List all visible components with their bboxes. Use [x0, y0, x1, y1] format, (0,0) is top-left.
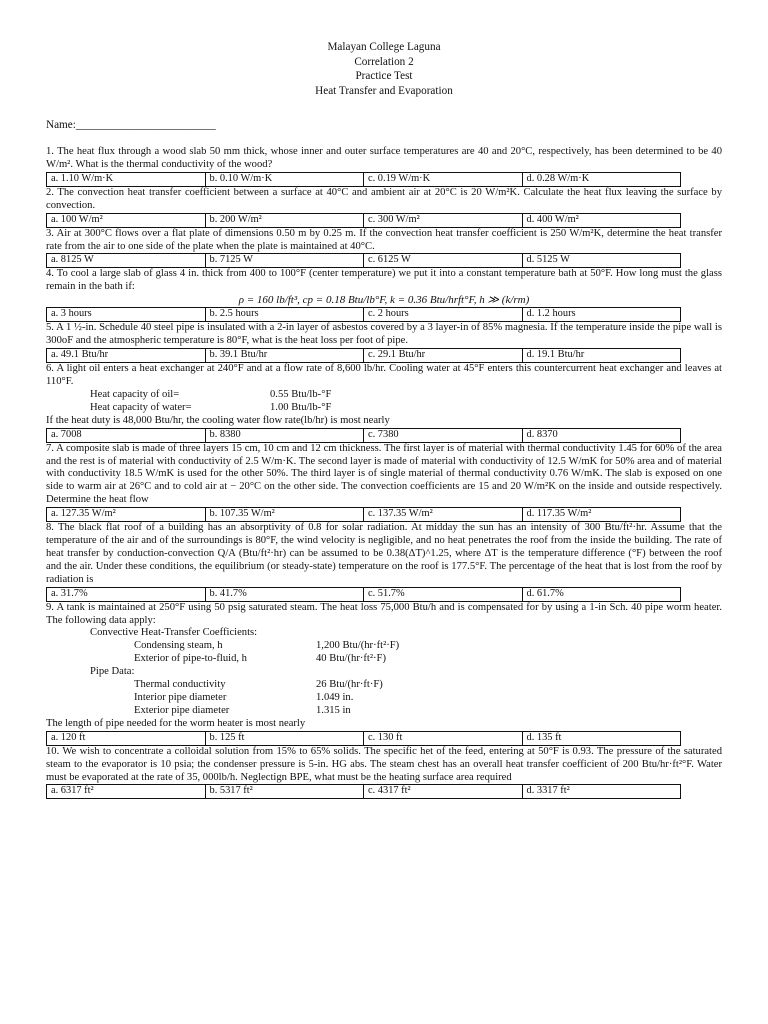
pipe-data-row [46, 705, 722, 718]
exam-subject: Heat Transfer and Evaporation [315, 84, 453, 97]
data-value: 40 Btu/(hr·ft²·F) [316, 653, 386, 665]
option-c[interactable]: c. 0.19 W/m·K [363, 173, 522, 186]
option-a[interactable]: a. 1.10 W/m·K [51, 172, 114, 184]
option-a[interactable]: a. 120 ft [51, 731, 86, 743]
coefficient-row [46, 640, 722, 653]
option-d[interactable]: d. 61.7% [522, 588, 681, 601]
option-c[interactable]: c. 300 W/m² [363, 214, 522, 227]
option-d[interactable]: d. 117.35 W/m² [522, 508, 681, 521]
option-c[interactable]: c. 6125 W [363, 254, 522, 267]
option-a[interactable]: a. 127.35 W/m² [51, 508, 116, 520]
option-b[interactable]: b. 125 ft [205, 732, 364, 745]
question-5-text: 5. A 1 ½-in. Schedule 40 steel pipe is insulated with a 2-in layer of asbestos covered by a 3 layer-in of 85% magnesia. If the temperature inside the pipe wall is 300oF and the atmospheric temperature is 80°F, what is the heat loss per foot of pipe. [46, 322, 722, 347]
option-a[interactable]: a. 49.1 Btu/hr [51, 349, 109, 361]
option-b[interactable]: b. 2.5 hours [205, 308, 364, 321]
option-d[interactable]: d. 1.2 hours [522, 308, 681, 321]
question-6-text: 6. A light oil enters a heat exchanger at 240°F and at a flow rate of 8,600 lb/hr. Cooling water at 45°F enters this countercurrent heat exchanger and leaves at 110°F. [46, 363, 722, 387]
option-d[interactable]: d. 3317 ft² [522, 785, 681, 798]
question-4-options [46, 307, 681, 322]
option-c[interactable]: c. 130 ft [363, 732, 522, 745]
data-label: Exterior pipe diameter [134, 704, 230, 716]
coefficient-row [46, 653, 722, 666]
data-value: 1,200 Btu/(hr·ft²·F) [316, 640, 400, 652]
option-b[interactable]: b. 8380 [205, 429, 364, 442]
option-b[interactable]: b. 107.35 W/m² [205, 508, 364, 521]
data-label: Heat capacity of oil= [90, 388, 180, 400]
option-d[interactable]: d. 0.28 W/m·K [522, 173, 681, 186]
option-d[interactable]: d. 8370 [522, 429, 681, 442]
question-9-prompt: The length of pipe needed for the worm heater is most nearly [46, 717, 306, 729]
question-4-text: 4. To cool a large slab of glass 4 in. thick from 400 to 100°F (center temperature) we put it into a constant temperature bath at 50°F. How long must the glass remain in the bath if: [46, 268, 722, 293]
question-6-data-row [46, 402, 722, 415]
option-b[interactable]: b. 0.10 W/m·K [205, 173, 364, 186]
option-d[interactable]: d. 19.1 Btu/hr [522, 349, 681, 362]
data-value: 0.55 Btu/lb-°F [270, 388, 332, 400]
option-a[interactable]: a. 7008 [51, 428, 82, 440]
option-a[interactable]: a. 3 hours [51, 308, 92, 320]
pipe-data-row [46, 679, 722, 692]
question-8-options [46, 587, 681, 602]
question-8-text: 8. The black flat roof of a building has an absorptivity of 0.8 for solar radiation. At midday the sun has an intensity of 300 Btu/ft²·hr. Assume that the temperature of the air and of the surroundings is 80°F, the wind velocity is negligible, and no heat penetrates the roof from the inside the building. The rate of heat transfer by conduction-convection Q/A (Btu/ft²·hr) can be assumed to be 0.38(ΔT)^1.25, where ΔT is the temperature difference (°F) between the roof and the air. Under these conditions, the equilibrium (or steady-state) temperature on the roof is 177.5°F. The percentage of the heat that is lost from the roof by radiation is [46, 522, 722, 585]
data-value: 1.00 Btu/lb-°F [270, 401, 332, 413]
question-4-formula: ρ = 160 lb/ft³, cp = 0.18 Btu/lb°F, k = 0.36 Btu/hrft°F, h ≫ (k/rm) [238, 294, 530, 307]
data-value: 1.315 in [316, 704, 351, 716]
pipe-data-heading: Pipe Data: [90, 666, 135, 678]
data-label: Heat capacity of water= [90, 401, 192, 413]
school-name: Malayan College Laguna [327, 41, 441, 53]
option-a[interactable]: a. 31.7% [51, 587, 88, 599]
question-6-prompt: If the heat duty is 48,000 Btu/hr, the cooling water flow rate(lb/hr) is most nearly [46, 414, 390, 426]
option-c[interactable]: c. 137.35 W/m² [363, 508, 522, 521]
option-c[interactable]: c. 51.7% [363, 588, 522, 601]
option-c[interactable]: c. 2 hours [363, 308, 522, 321]
question-10-options [46, 784, 681, 799]
data-value: 26 Btu/(hr·ft·F) [316, 679, 383, 691]
data-label: Thermal conductivity [134, 679, 226, 691]
question-2-options [46, 213, 681, 228]
exam-type: Practice Test [355, 70, 413, 82]
data-value: 1.049 in. [316, 692, 354, 703]
option-b[interactable]: b. 39.1 Btu/hr [205, 349, 364, 362]
data-label: Condensing steam, h [134, 640, 223, 652]
option-d[interactable]: d. 135 ft [522, 732, 681, 745]
option-b[interactable]: b. 200 W/m² [205, 214, 364, 227]
question-9-options [46, 731, 681, 746]
option-c[interactable]: c. 29.1 Btu/hr [363, 349, 522, 362]
question-2-text: 2. The convection heat transfer coefficient between a surface at 40°C and ambient air at 20°C is 20 W/m²K. Calculate the heat flux leaving the surface by convection. [46, 186, 722, 211]
course-name: Correlation 2 [354, 55, 414, 68]
question-10-text: 10. We wish to concentrate a colloidal solution from 15% to 65% solids. The specific het of the feed, entering at 50°F is 0.93. The pressure of the saturated steam to the evaporator is 10 psia; the condenser pressure is 5-in. HG abs. The steam chest has an overall heat transfer coefficient of 200 Btu/hr·ft²°F. Water must be evaporated at the rate of 35, 000lb/h. Neglectign BPE, what must be the heating surface area required [46, 745, 722, 783]
question-3-options [46, 253, 681, 268]
question-1-text: 1. The heat flux through a wood slab 50 mm thick, whose inner and outer surface temperatures are 40 and 20°C, respectively, has been determined to be 40 W/m². What is the thermal conductivity of the wood? [46, 146, 722, 170]
option-a[interactable]: a. 8125 W [51, 254, 94, 266]
question-6-data-row [46, 389, 722, 402]
question-7-options [46, 507, 681, 522]
pipe-data-row [46, 692, 722, 705]
option-a[interactable]: a. 100 W/m² [51, 213, 103, 225]
exam-header [46, 40, 722, 98]
data-label: Interior pipe diameter [134, 692, 227, 703]
name-field[interactable]: Name:_________________________ [46, 119, 216, 131]
question-7-text: 7. A composite slab is made of three layers 15 cm, 10 cm and 12 cm thickness. The first layer is of material with thermal conductivity 1.45 for 60% of the area and the rest is of material with conductivity of 2.5 W/m·K. The second layer is made of material with conductivity of 12.5 W/mK for 50% area and of material with conductivity 18.5 W/mK is used for the other 50%. The third layer is of single material of thermal conductivity 0.76 W/mK. The slab is exposed on one side to warm air at 26°C and to cold air at − 20°C on the other side. The convection coefficients are 15 and 20 W/m²K on the inside and outside respectively. Determine the heat flow [46, 442, 722, 506]
question-3-text: 3. Air at 300°C flows over a flat plate of dimensions 0.50 m by 0.25 m. If the convection heat transfer coefficient is 250 W/m²K, determine the heat transfer rate from the air to one side of the plate when the plate is maintained at 40°C. [46, 227, 722, 252]
option-a[interactable]: a. 6317 ft² [51, 785, 94, 797]
option-d[interactable]: d. 5125 W [522, 254, 681, 267]
option-b[interactable]: b. 5317 ft² [205, 785, 364, 798]
option-b[interactable]: b. 7125 W [205, 254, 364, 267]
option-d[interactable]: d. 400 W/m² [522, 214, 681, 227]
question-9-text: 9. A tank is maintained at 250°F using 50 psig saturated steam. The heat loss 75,000 Btu/h and is compensated for by using a 1-in Sch. 40 pipe worm heater. The following data apply: [46, 601, 722, 626]
question-6-options [46, 428, 681, 443]
option-b[interactable]: b. 41.7% [205, 588, 364, 601]
option-c[interactable]: c. 7380 [363, 429, 522, 442]
question-1-options [46, 172, 681, 187]
data-label: Exterior of pipe-to-fluid, h [134, 653, 247, 665]
coefficients-heading: Convective Heat-Transfer Coefficients: [90, 627, 258, 639]
option-c[interactable]: c. 4317 ft² [363, 785, 522, 798]
question-5-options [46, 348, 681, 363]
